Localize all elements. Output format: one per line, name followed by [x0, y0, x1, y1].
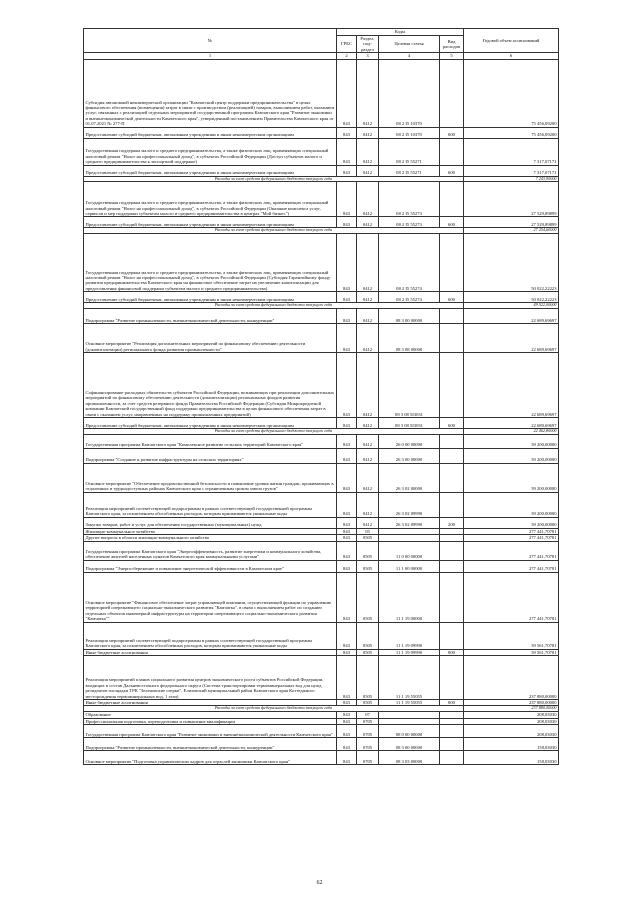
row-grbs: 843 — [337, 517, 357, 528]
row-amount: 22 689,69697 — [464, 353, 559, 418]
table-row — [84, 738, 559, 751]
row-razdel: 0412 — [357, 182, 379, 217]
row-target-article: 08 2 I5 55273 — [379, 182, 440, 217]
page-number: 62 — [316, 880, 323, 886]
row-target-article: 08 2 I5 10370 — [379, 127, 440, 138]
row-target-article: 11 1 19 09990 — [379, 622, 440, 649]
row-razdel: 0505 — [357, 560, 379, 572]
row-amount: 27 529,89899 — [464, 182, 559, 217]
row-razdel: 0705 — [357, 751, 379, 765]
row-grbs: 843 — [337, 560, 357, 572]
row-target-article: 26 0 00 00000 — [379, 434, 440, 448]
row-razdel: 0412 — [357, 217, 379, 228]
row-grbs: 843 — [337, 528, 357, 534]
row-name: Государственная программа Камчатского края "Развитие экономики и внешнеэкономической деятельности Камчатского края" — [84, 725, 337, 738]
note-text: Расходы за счет средств федерального бюджета текущего года — [84, 176, 464, 182]
row-expense-type: 600 — [440, 217, 464, 228]
table-row — [84, 234, 559, 292]
row-grbs: 843 — [337, 353, 357, 418]
row-name: Иные бюджетные ассигнования — [84, 700, 337, 706]
row-name: Государственная поддержка малого и среднего предпринимательства, а также физических лиц, применяющих специальный налоговый режим "Налог на профессиональный доход", в субъектах Российской Федерации (Оказание комплекса услуг, сервисов и мер поддержки субъектам малого и среднего предпринимательства в центрах "Мой бизнес") — [84, 182, 337, 217]
row-name: Подпрограмма "Создание и развитие инфраструктуры на сельских территориях" — [84, 448, 337, 463]
row-razdel: 0505 — [357, 700, 379, 706]
row-name: Предоставление субсидий бюджетным, автономным учреждениям и иным некоммерческим организациям — [84, 127, 337, 138]
row-target-article: 11 1 19 09990 — [379, 649, 440, 655]
row-grbs: 843 — [337, 725, 357, 738]
row-grbs: 843 — [337, 541, 357, 560]
row-razdel: 0412 — [357, 234, 379, 292]
note-text: Расходы за счет средств федерального бюджета текущего года — [84, 303, 464, 309]
row-razdel: 0412 — [357, 127, 379, 138]
table-body — [84, 59, 559, 764]
header-grbs: ГРБС — [337, 36, 357, 53]
row-razdel: 0412 — [357, 448, 379, 463]
row-expense-type — [440, 434, 464, 448]
row-expense-type — [440, 738, 464, 751]
row-razdel: 0505 — [357, 535, 379, 541]
row-amount: 277 441,70781 — [464, 572, 559, 622]
row-razdel: 0412 — [357, 165, 379, 176]
table-row — [84, 463, 559, 492]
note-text: Расходы за счет средств федерального бюджета текущего года — [84, 706, 464, 712]
row-expense-type — [440, 541, 464, 560]
row-expense-type: 800 — [440, 649, 464, 655]
row-expense-type — [440, 572, 464, 622]
row-name: Софинансирование расходных обязательств субъектов Российской Федерации, возникающих при реализации дополнительных мероприятий по финансовому обеспечению деятельности (докапитализации) региональных фондов развития промышленности, за счет средств резервного фонда Правительства Российской Федерации (Субсидия Микрокредитной компании Камчатский государственный фонд поддержки предпринимательства в целях финансового обеспечения затрат в связи с оказанием услуг, направленных на поддержку промышленных предприятий) — [84, 353, 337, 418]
row-grbs: 843 — [337, 138, 357, 165]
row-expense-type: 800 — [440, 700, 464, 706]
row-name: Государственная программа Камчатского края "Комплексное развитие сельских территорий Камчатского края" — [84, 434, 337, 448]
row-amount: 75 456,09200 — [464, 127, 559, 138]
row-razdel: 0412 — [357, 517, 379, 528]
row-expense-type — [440, 138, 464, 165]
row-amount: 237 880,00000 — [464, 656, 559, 700]
row-razdel: 0412 — [357, 434, 379, 448]
col-num: 3 — [357, 53, 379, 59]
row-expense-type — [440, 492, 464, 517]
row-expense-type — [440, 622, 464, 649]
row-grbs: 843 — [337, 324, 357, 353]
row-grbs: 843 — [337, 59, 357, 127]
note-text: Расходы за счет средств федерального бюджета текущего года — [84, 429, 464, 435]
table-row — [84, 292, 559, 303]
row-razdel: 0412 — [357, 463, 379, 492]
table-row — [84, 138, 559, 165]
row-amount: 277 441,70781 — [464, 541, 559, 560]
header-vr: Вид расходов — [440, 36, 464, 53]
row-name: Основное мероприятие "Финансовое обеспечение затрат управляющей компании, осуществляющей функции по управлению территорией опережающего социально-экономического развития "Камчатка", в связи с выполнением работ по созданию отдельных объектов инженерной инфраструктуры на территории опережающего социально-экономического развития "Камчатка"" — [84, 572, 337, 622]
row-expense-type — [440, 751, 464, 765]
row-amount: 39 200,00000 — [464, 492, 559, 517]
row-razdel: 07 — [357, 712, 379, 718]
table-row — [84, 217, 559, 228]
row-target-article: 08 3 08 5I3031 — [379, 353, 440, 418]
row-amount: 22 689,69697 — [464, 418, 559, 429]
row-target-article: 08 2 I5 55271 — [379, 165, 440, 176]
row-target-article: 08 3 00 00000 — [379, 738, 440, 751]
row-grbs: 843 — [337, 448, 357, 463]
row-grbs: 843 — [337, 622, 357, 649]
note-amount: 7 243,90000 — [464, 176, 559, 182]
row-grbs: 843 — [337, 165, 357, 176]
row-amount: 277 441,70781 — [464, 535, 559, 541]
table-row — [84, 517, 559, 528]
row-amount: 277 441,70781 — [464, 528, 559, 534]
header-codes: Коды — [337, 29, 464, 36]
row-expense-type — [440, 309, 464, 324]
row-amount: 7 317,07171 — [464, 138, 559, 165]
row-razdel: 0412 — [357, 292, 379, 303]
row-name: Предоставление субсидий бюджетным, автономным учреждениям и иным некоммерческим организациям — [84, 217, 337, 228]
row-target-article: 11 1 00 00000 — [379, 560, 440, 572]
table-row — [84, 182, 559, 217]
row-amount: 7 317,07171 — [464, 165, 559, 176]
col-num: 1 — [84, 53, 337, 59]
note-amount: 237 880,00000 — [464, 706, 559, 712]
table-row — [84, 165, 559, 176]
table-row — [84, 59, 559, 127]
table-row — [84, 622, 559, 649]
row-amount: 208,03030 — [464, 725, 559, 738]
row-expense-type: 600 — [440, 127, 464, 138]
row-grbs: 843 — [337, 182, 357, 217]
row-grbs: 843 — [337, 434, 357, 448]
row-target-article: 08 2 I5 55273 — [379, 217, 440, 228]
row-expense-type — [440, 324, 464, 353]
row-name: Государственная поддержка малого и среднего предпринимательства, а также физических лиц, применяющих специальный налоговый режим "Налог на профессиональный доход", в субъектах Российской Федерации (Доступ субъектов малого и среднего предпринимательства к экспортной поддержке) — [84, 138, 337, 165]
row-razdel: 0412 — [357, 309, 379, 324]
row-expense-type — [440, 448, 464, 463]
table-header — [84, 29, 559, 60]
row-name: Государственная программа Камчатского края "Энергоэффективность, развитие энергетики и коммунального хозяйства, обеспечение жителей населенных пунктов Камчатского края коммунальными услугами" — [84, 541, 337, 560]
row-target-article: 26 3 02 00000 — [379, 463, 440, 492]
note-amount: 27 254,60000 — [464, 228, 559, 234]
row-target-article: 08 0 00 00000 — [379, 725, 440, 738]
row-name: Основное мероприятие "Реализация дополнительных мероприятий по финансовому обеспечению деятельности (докапитализации) регионального фонда развития промышленности" — [84, 324, 337, 353]
row-target-article: 08 2 I5 55274 — [379, 234, 440, 292]
col-num: 2 — [337, 53, 357, 59]
row-target-article: 08 2 I5 55271 — [379, 138, 440, 165]
row-name: Предоставление субсидий бюджетным, автономным учреждениям и иным некоммерческим организациям — [84, 165, 337, 176]
header-annual: Годовой объем ассигнований — [464, 29, 559, 53]
row-amount: 75 456,09200 — [464, 59, 559, 127]
row-amount: 27 529,89899 — [464, 217, 559, 228]
table-row — [84, 541, 559, 560]
table-row — [84, 434, 559, 448]
row-razdel: 0505 — [357, 622, 379, 649]
table-row — [84, 309, 559, 324]
table-row — [84, 572, 559, 622]
row-amount: 39 561,70781 — [464, 622, 559, 649]
row-name: Иные бюджетные ассигнования — [84, 649, 337, 655]
row-amount: 50 022,22223 — [464, 234, 559, 292]
row-expense-type — [440, 725, 464, 738]
row-amount: 158,03030 — [464, 751, 559, 765]
row-name: Жилищно-коммунальное хозяйство — [84, 528, 337, 534]
row-name: Реализация мероприятий соответствующей подпрограммы в рамках соответствующей государственной программы Камчатского края, за исключением обособленных расходов, которым присваиваются уникальные коды — [84, 622, 337, 649]
row-name: Государственная поддержка малого и среднего предпринимательства, а также физических лиц, применяющих специальный налоговый режим "Налог на профессиональный доход", в субъектах Российской Федерации (Субсидия Гарантийному фонду развития предпринимательства Камчатского края на финансовое обеспечение затрат на увеличение капитализации для предоставления финансовой поддержки субъектам малого и среднего предпринимательства) — [84, 234, 337, 292]
row-amount: 237 880,00000 — [464, 700, 559, 706]
table-row — [84, 448, 559, 463]
row-grbs: 843 — [337, 656, 357, 700]
table-row — [84, 751, 559, 765]
row-amount: 22 689,69697 — [464, 309, 559, 324]
header-razdel: Раздел, под-раздел — [357, 36, 379, 53]
row-target-article: 11 1 19 55055 — [379, 656, 440, 700]
row-target-article: 26 3 00 00000 — [379, 448, 440, 463]
row-grbs: 843 — [337, 718, 357, 724]
row-amount: 208,03030 — [464, 712, 559, 718]
row-name: Субсидия автономной некоммерческой организации "Камчатский центр поддержки предпринимательства" в целях финансового обеспечения (возмещения) затрат в связи с производством (реализацией) товаров, выполнением работ, оказанием услуг, связанных с реализацией отдельных мероприятий государственной программы Камчатского края "Развитие экономики и внешнеэкономической деятельности Камчатского края", утвержденный постановлением Правительства Камчатского края от 01.07.2021 № 277-П — [84, 59, 337, 127]
table-row — [84, 656, 559, 700]
row-razdel: 0412 — [357, 59, 379, 127]
header-no: № — [84, 29, 337, 53]
note-amount: 49 522,00000 — [464, 303, 559, 309]
row-name: Подпрограмма "Развитие промышленности, внешнеэкономической деятельности, конкуренции" — [84, 738, 337, 751]
row-name: Предоставление субсидий бюджетным, автономным учреждениям и иным некоммерческим организациям — [84, 292, 337, 303]
row-razdel: 0705 — [357, 718, 379, 724]
row-expense-type — [440, 656, 464, 700]
row-grbs: 843 — [337, 572, 357, 622]
row-razdel: 0505 — [357, 649, 379, 655]
row-target-article: 11 1 19 00000 — [379, 572, 440, 622]
row-name: Другие вопросы в области жилищно-коммунального хозяйства — [84, 535, 337, 541]
table-row — [84, 353, 559, 418]
col-num: 6 — [464, 53, 559, 59]
row-target-article: 11 0 00 00000 — [379, 541, 440, 560]
row-target-article: 08 3 03 00000 — [379, 751, 440, 765]
table-row — [84, 492, 559, 517]
row-expense-type — [440, 560, 464, 572]
row-razdel: 0505 — [357, 572, 379, 622]
row-name: Образование — [84, 712, 337, 718]
row-expense-type — [440, 353, 464, 418]
row-expense-type — [440, 234, 464, 292]
row-razdel: 0705 — [357, 738, 379, 751]
budget-table — [83, 28, 559, 765]
row-grbs: 843 — [337, 492, 357, 517]
row-amount: 158,03030 — [464, 738, 559, 751]
row-amount: 50 022,22223 — [464, 292, 559, 303]
row-name: Реализация мероприятий соответствующей подпрограммы в рамках соответствующей государственной программы Камчатского края, за исключением обособленных расходов, которым присваиваются уникальные коды — [84, 492, 337, 517]
row-expense-type — [440, 182, 464, 217]
row-amount: 39 561,70781 — [464, 649, 559, 655]
row-grbs: 843 — [337, 751, 357, 765]
row-name: Подпрограмма "Развитие промышленности, внешнеэкономической деятельности, конкуренции" — [84, 309, 337, 324]
col-num: 5 — [440, 53, 464, 59]
row-grbs: 843 — [337, 700, 357, 706]
row-name: Основное мероприятие "Подготовка управленческих кадров для отраслей экономики Камчатского края" — [84, 751, 337, 765]
row-expense-type: 600 — [440, 418, 464, 429]
row-expense-type — [440, 59, 464, 127]
row-grbs: 843 — [337, 127, 357, 138]
row-razdel: 0412 — [357, 492, 379, 517]
note-amount: 22 462,80000 — [464, 429, 559, 435]
row-target-article: 08 3 08 00000 — [379, 324, 440, 353]
row-amount: 39 200,00000 — [464, 463, 559, 492]
row-grbs: 843 — [337, 712, 357, 718]
row-amount: 39 200,00000 — [464, 434, 559, 448]
row-target-article: 26 3 02 09990 — [379, 517, 440, 528]
row-razdel: 0505 — [357, 656, 379, 700]
table-row — [84, 324, 559, 353]
col-num: 4 — [379, 53, 440, 59]
row-grbs: 843 — [337, 463, 357, 492]
table-row — [84, 127, 559, 138]
row-razdel: 0412 — [357, 418, 379, 429]
table-row — [84, 560, 559, 572]
row-amount: 22 689,69697 — [464, 324, 559, 353]
row-expense-type: 600 — [440, 165, 464, 176]
row-target-article: 08 2 I5 55274 — [379, 292, 440, 303]
row-target-article: 11 1 19 55055 — [379, 700, 440, 706]
row-target-article: 26 3 02 09990 — [379, 492, 440, 517]
row-grbs: 843 — [337, 292, 357, 303]
row-name: Закупка товаров, работ и услуг для обеспечения государственных (муниципальных) нужд — [84, 517, 337, 528]
row-amount: 208,03030 — [464, 718, 559, 724]
row-razdel: 0705 — [357, 725, 379, 738]
row-razdel: 0505 — [357, 541, 379, 560]
row-name: Подпрограмма "Энергосбережение и повышение энергетической эффективности в Камчатском крае" — [84, 560, 337, 572]
row-razdel: 0412 — [357, 324, 379, 353]
row-amount: 39 200,00000 — [464, 517, 559, 528]
row-grbs: 843 — [337, 234, 357, 292]
row-expense-type: 600 — [440, 292, 464, 303]
row-target-article: 08 2 I5 10370 — [379, 59, 440, 127]
row-grbs: 843 — [337, 649, 357, 655]
row-name: Предоставление субсидий бюджетным, автономным учреждениям и иным некоммерческим организациям — [84, 418, 337, 429]
row-amount: 39 200,00000 — [464, 448, 559, 463]
row-name: Профессиональная подготовка, переподготовка и повышение квалификации — [84, 718, 337, 724]
row-grbs: 843 — [337, 217, 357, 228]
table-row — [84, 725, 559, 738]
row-grbs: 843 — [337, 535, 357, 541]
row-razdel: 0412 — [357, 353, 379, 418]
row-name: Основное мероприятие "Обеспечение продовольственной безопасности и повышение уровня жизни граждан, проживающих в отдаленных и труднодоступных районах Камчатского края с ограниченным сроком завоза грузов" — [84, 463, 337, 492]
row-target-article: 08 3 08 5I3031 — [379, 418, 440, 429]
row-razdel: 0412 — [357, 138, 379, 165]
header-cs: Целевая статья — [379, 36, 440, 53]
row-target-article: 08 3 00 00000 — [379, 309, 440, 324]
note-text: Расходы за счет средств федерального бюджета текущего года — [84, 228, 464, 234]
row-grbs: 843 — [337, 738, 357, 751]
table-row — [84, 418, 559, 429]
row-expense-type — [440, 463, 464, 492]
row-razdel: 05 — [357, 528, 379, 534]
row-grbs: 843 — [337, 309, 357, 324]
row-name: Реализация мероприятий планов социального развития центров экономического роста субъектов Российской Федерации, входящих в состав Дальневосточного федерального округа (Система транспортировки термоминеральных вод для нужд резидентов площадки ТРК "Зеленовские озерки", Елизовский муниципальный район Камчатского края Коттеджного месторождения термоминеральных вод, 1 этап) — [84, 656, 337, 700]
row-expense-type: 200 — [440, 517, 464, 528]
row-grbs: 843 — [337, 418, 357, 429]
row-amount: 277 441,70781 — [464, 560, 559, 572]
